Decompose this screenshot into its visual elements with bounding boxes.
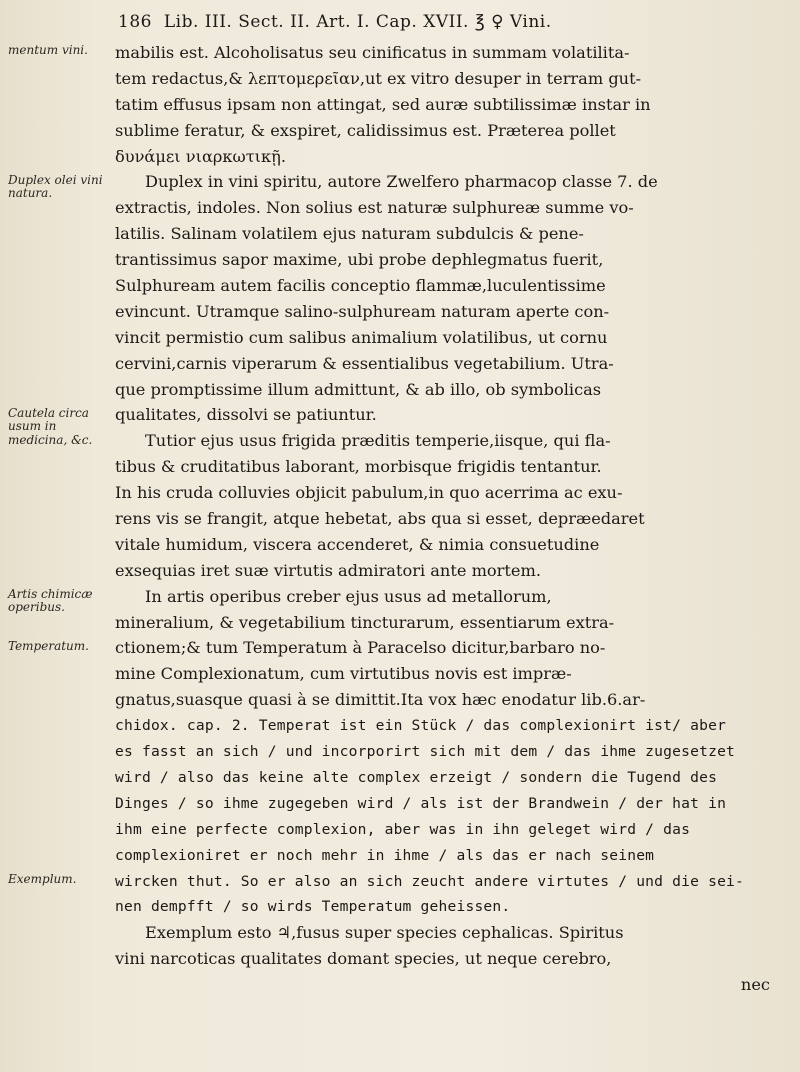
- text-line: chidox. cap. 2. Temperat ist ein Stück / das complexionirt ist/ aber: [115, 717, 727, 735]
- text-line: complexioniret er noch mehr in ihme / als das er nach seinem: [115, 846, 655, 864]
- text-line: vini narcoticas qualitates domant species, ut neque cerebro,: [115, 949, 612, 969]
- text-line: qualitates, dissolvi se patiuntur.: [115, 405, 377, 425]
- text-line: tibus & cruditatibus laborant, morbisque frigidis tentantur.: [115, 457, 602, 477]
- text-line: Sulphuream autem facilis conceptio flammæ,luculentissime: [115, 276, 606, 296]
- text-line: wird / also das keine alte complex erzeigt / sondern die Tugend des: [115, 768, 718, 786]
- text-line: extractis, indoles. Non solius est naturæ sulphureæ summe vo-: [115, 198, 634, 218]
- text-line: ihm eine perfecte complexion, aber was in ihn geleget wird / das: [115, 820, 691, 838]
- text-line: δυνάμει νιαρκωτικῇ.: [115, 146, 286, 166]
- text-line: mabilis est. Alcoholisatus seu cinificatus in summam volatilita-: [115, 43, 630, 62]
- running-title: Lib. III. Sect. II. Art. I. Cap. XVII. ℥ ♀ Vini.: [163, 12, 552, 32]
- running-header: [118, 12, 784, 32]
- text-line: tatim effusus ipsam non attingat, sed auræ subtilissimæ instar in: [115, 94, 651, 114]
- text-line: nec: [740, 975, 770, 995]
- text-line: ctionem;& tum Temperatum à Paracelso dicitur,barbaro no-: [115, 638, 606, 658]
- text-line: exsequias iret suæ virtutis admiratori ante mortem.: [115, 560, 541, 580]
- margin-note: mentum vini.: [8, 43, 88, 57]
- text-line: Duplex in vini spiritu, autore Zwelfero pharmacop classe 7. de: [145, 172, 658, 192]
- text-line: vitale humidum, viscera accenderet, & nimia consuetudine: [115, 534, 600, 554]
- text-line: vincit permistio cum salibus animalium volatilibus, ut cornu: [115, 327, 608, 347]
- text-line: evincunt. Utramque salino-sulphuream naturam aperte con-: [115, 301, 610, 321]
- text-line: latilis. Salinam volatilem ejus naturam subdulcis & pene-: [115, 224, 584, 244]
- text-line: tem redactus,& λεπτομερεῖαν,ut ex vitro desuper in terram gut-: [115, 68, 642, 88]
- margin-note: Artis chimicæ operibus.: [8, 586, 93, 615]
- text-line: mineralium, & vegetabilium tincturarum, essentiarum extra-: [115, 612, 615, 632]
- text-line: sublime feratur, & exspiret, calidissimus est. Præterea pollet: [115, 120, 616, 140]
- text-line: Exemplum esto ♃,fusus super species cephalicas. Spiritus: [145, 923, 624, 943]
- text-line: rens vis se frangit, atque hebetat, abs qua si esset, depræedaret: [115, 509, 645, 529]
- text-line: trantissimus sapor maxime, ubi probe dephlegmatus fuerit,: [115, 250, 604, 270]
- margin-note: Temperatum.: [8, 638, 89, 653]
- body-text: [115, 40, 780, 998]
- text-line: gnatus,suasque quasi à se dimittit.Ita vox hæc enodatur lib.6.ar-: [115, 690, 646, 710]
- text-line: Dinges / so ihme zugegeben wird / als ist der Brandwein / der hat in: [115, 794, 727, 812]
- text-line: mine Complexionatum, cum virtutibus novis est impræ-: [115, 664, 572, 684]
- margin-note: Exemplum.: [8, 871, 77, 886]
- text-line: que promptissime illum admittunt, & ab illo, ob symbolicas: [115, 379, 602, 399]
- text-line: In artis operibus creber ejus usus ad metallorum,: [145, 586, 552, 606]
- text-line: cervini,carnis viperarum & essentialibus vegetabilium. Utra-: [115, 353, 614, 373]
- text-line: wircken thut. So er also an sich zeucht andere virtutes / und die sei-: [115, 872, 745, 890]
- text-line: es fasst an sich / und incorporirt sich mit dem / das ihme zugesetzet: [115, 743, 736, 761]
- text-line: Tutior ejus usus frigida præditis temperie,iisque, qui fla-: [145, 431, 611, 451]
- text-line: nen dempfft / so wirds Temperatum geheissen.: [115, 898, 511, 916]
- margin-note: Duplex olei vini natura.: [8, 172, 103, 200]
- page-number: 186: [118, 12, 152, 32]
- margin-note: Cautela circa usum in medicina, &c.: [8, 405, 93, 447]
- text-line: In his cruda colluvies objicit pabulum,in quo acerrima ac exu-: [115, 483, 623, 503]
